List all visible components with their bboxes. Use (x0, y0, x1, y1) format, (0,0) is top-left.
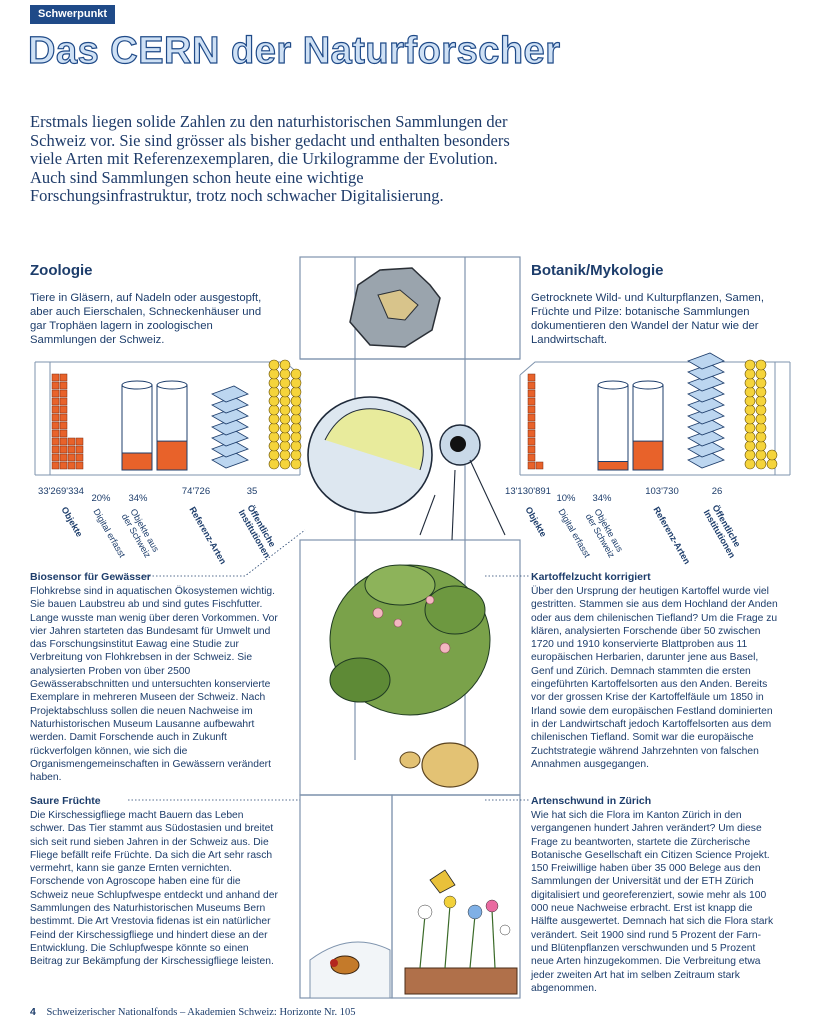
zoology-digital-value: 20% (91, 493, 111, 504)
botany-reference-label: Referenz-Arten (651, 505, 693, 566)
botany-institution-coin (767, 459, 777, 469)
zoology-description: Tiere in Gläsern, auf Nadeln oder ausgestopft, aber auch Eierschalen, Schneckenhäuser und gar Trophäen lagern in zoologischen Sammlungen der Schweiz. (30, 292, 262, 346)
page-title: Das CERN der Naturforscher (28, 30, 561, 72)
section-tag: Schwerpunkt (30, 5, 115, 24)
botany-object-cube (528, 462, 535, 469)
botany-institutions-label: Öffentliche Institutionen (701, 503, 743, 560)
botany-object-cube (536, 462, 543, 469)
botany-cylinder-digital (598, 385, 628, 470)
article-artenschwund-heading: Artenschwund in Zürich (531, 795, 652, 807)
article-kirschessigfliege-text: Die Kirschessigfliege macht Bauern das Leben schwer. Das Tier stammt aus Südostasien und breitet sich seit rund sieben Jahren in der Schweiz aus. Die Fliege befällt reife Früchte. Da sich die Art sehr rasch vermehrt, kann sie ganze Ernten vernichten. Forschende von Agroscope haben eine für die Schweiz neue Schlupfwespe entdeckt und anhand der Sammlungen des Naturhistorischen Museums Bern bestimmt. Die Art Vrestovia fidenas ist ein natürlicher Feind der Kirschessigfliege und hindert diese an der Entwicklung. Die Schlupfwespe könnte so einen Beitrag zur Bekämpfung der Kirschessigfliege leisten. (30, 810, 278, 968)
botany-institution-coin (756, 405, 766, 415)
botany-institution-coin (767, 450, 777, 460)
botany-institution-coin (745, 423, 755, 433)
zoology-institutions-value: 35 (246, 486, 258, 497)
article-flohkrebse-heading: Biosensor für Gewässer (30, 571, 151, 583)
botany-object-cube (528, 422, 535, 429)
botany-institution-coin (756, 414, 766, 424)
botany-institution-coin (756, 423, 766, 433)
footer-text: Schweizerischer Nationalfonds – Akademien Schweiz: Horizonte Nr. 105 (46, 1007, 356, 1018)
botany-cylinder-fill-swiss (633, 441, 663, 470)
botany-description: Getrocknete Wild- und Kulturpflanzen, Samen, Früchte und Pilze: botanische Sammlungen dokumentieren den Wandel der Natur wie der Landwirtschaft. (531, 292, 764, 346)
zoology-swiss-label: Objekte aus der Schweiz (119, 507, 162, 560)
botany-object-cube (528, 406, 535, 413)
botany-institution-coin (756, 450, 766, 460)
zoology-objects-label: Objekte (59, 505, 85, 539)
botany-cylinder-top (598, 381, 628, 389)
botany-institution-coin (745, 360, 755, 370)
botany-institution-coin (745, 387, 755, 397)
botany-object-cube (528, 390, 535, 397)
botany-institution-coin (756, 387, 766, 397)
botany-object-cube (528, 398, 535, 405)
botany-institution-coin (756, 432, 766, 442)
article-kartoffel-heading: Kartoffelzucht korrigiert (531, 571, 651, 583)
botany-cylinder-top (633, 381, 663, 389)
botany-institution-coin (745, 459, 755, 469)
botany-cylinder-fill-digital (598, 462, 628, 471)
article-artenschwund-text: Wie hat sich die Flora im Kanton Zürich in den vergangenen hundert Jahren verändert? Um diese Frage zu beantworten, startete die Zürcherische Botanische Gesellschaft ein Citizen Science Projekt. 150 Freiwillige haben über 35 000 Belege aus den Sammlungen der Universität und der ETH Zürich digitalisiert und georeferenziert, sowie mehr als 100 000 neue Nachweise erbracht. Erst ist knapp die Hälfte ausgewertet. Demnach hat sich die Flora stark verändert. Seit 1900 sind rund 5 Prozent der Farn- und Blütenpflanzen verschwunden und 5 Prozent neue Arten hinzugekommen. Die Verbreitung etwa jeder zweiten Art hat im selben Zeitraum stark abgenommen. (531, 810, 774, 994)
botany-institution-coin (756, 396, 766, 406)
botany-object-cube (528, 374, 535, 381)
botany-institution-coin (745, 396, 755, 406)
zoology-heading: Zoologie (30, 262, 93, 279)
botany-heading: Botanik/Mykologie (531, 262, 664, 279)
botany-institution-coin (745, 450, 755, 460)
article-kartoffel-text: Über den Ursprung der heutigen Kartoffel wurde viel gestritten. Stammen sie aus dem Hochland der Anden oder aus dem chilenischen Tiefland? Um die Frage zu klären, analysierten Forschende über 50 zwischen 1720 und 1910 konservierte Blattproben aus 11 europäischen Herbarien, darunter jene aus Basel, Genf und Zürich. Demnach stammten die ersten eingeführten Kartoffelsorten aus den Anden. Bereits vor der grossen Krise der Kartoffelfäule um 1850 in Irland sowie dem europäischen Festland dominierten in der Landwirtschaft jedoch Kartoffelsorten aus dem chilenischen Tiefland. Somit war die europäische Zuchtstrategie während Jahrzehnten von falschen Annahmen ausgegangen. (531, 586, 778, 770)
botany-digital-value: 10% (556, 493, 576, 504)
botany-reference-plate (688, 353, 724, 369)
botany-object-cube (528, 438, 535, 445)
botany-object-cube (528, 446, 535, 453)
page-footer (30, 1006, 356, 1018)
botany-objects-value: 13'130'891 (505, 486, 551, 497)
zoology-objects-value: 33'269'334 (38, 486, 84, 497)
botany-institution-coin (756, 459, 766, 469)
botany-institution-coin (745, 441, 755, 451)
botany-institution-coin (745, 369, 755, 379)
botany-institution-coin (745, 414, 755, 424)
zoology-digital-label: Digital erfasst (91, 507, 128, 560)
article-flohkrebse-text: Flohkrebse sind in aquatischen Ökosystemen wichtig. Sie bauen Laubstreu ab und sind gutes Fischfutter. Lange wusste man wenig über deren Vorkommen. Vor vier Jahren starteten das Bundesamt für Umwelt und das Forschungsinstitut Eawag eine Studie zur Verbreitung von Flohkrebsen in der Schweiz. Sie analysierten Proben von über 2500 Gewässerabschnitten und untersuchten konservierte Exemplare in mehreren Museen der Schweiz. Nach Projektabschluss sollen die neuen Nachweise im Naturhistorischen Museum Lausanne aufbewahrt werden. Damit Forschende auch in Zukunft rückverfolgen können, wie sich die Organismengemeinschaften in Gewässern verändert haben. (30, 586, 278, 784)
zoology-reference-label: Referenz-Arten (187, 505, 229, 566)
botany-institution-coin (756, 360, 766, 370)
botany-institution-coin (745, 432, 755, 442)
zoology-institutions-label: Öffentliche Institutionen (236, 503, 278, 560)
botany-swiss-value: 34% (592, 493, 612, 504)
botany-swiss-label: Objekte aus der Schweiz (583, 507, 626, 560)
botany-reference-value: 103'730 (645, 486, 679, 497)
botany-institution-coin (756, 378, 766, 388)
botany-object-cube (528, 430, 535, 437)
botany-object-cube (528, 382, 535, 389)
botany-object-cube (528, 414, 535, 421)
lead-paragraph: Erstmals liegen solide Zahlen zu den naturhistorischen Sammlungen der Schweiz vor. Sie sind grösser als bisher gedacht und enthalten besonders viele Arten mit Referenzexemplaren, die Urkilogramme der Evolution. Auch sind Sammlungen schon heute eine wichtige Forschungsinfrastruktur, trotz noch schwacher Digitalisierung. (30, 112, 510, 205)
page-number: 4 (30, 1006, 36, 1018)
botany-object-cube (528, 454, 535, 461)
article-kirschessigfliege-heading: Saure Früchte (30, 795, 101, 807)
zoology-reference-value: 74'726 (181, 486, 211, 497)
botany-digital-label: Digital erfasst (556, 507, 593, 560)
botany-institutions-value: 26 (711, 486, 723, 497)
botany-institution-coin (756, 441, 766, 451)
zoology-swiss-value: 34% (128, 493, 148, 504)
botany-objects-label: Objekte (523, 505, 549, 539)
botany-institution-coin (756, 369, 766, 379)
botany-institution-coin (745, 378, 755, 388)
botany-institution-coin (745, 405, 755, 415)
